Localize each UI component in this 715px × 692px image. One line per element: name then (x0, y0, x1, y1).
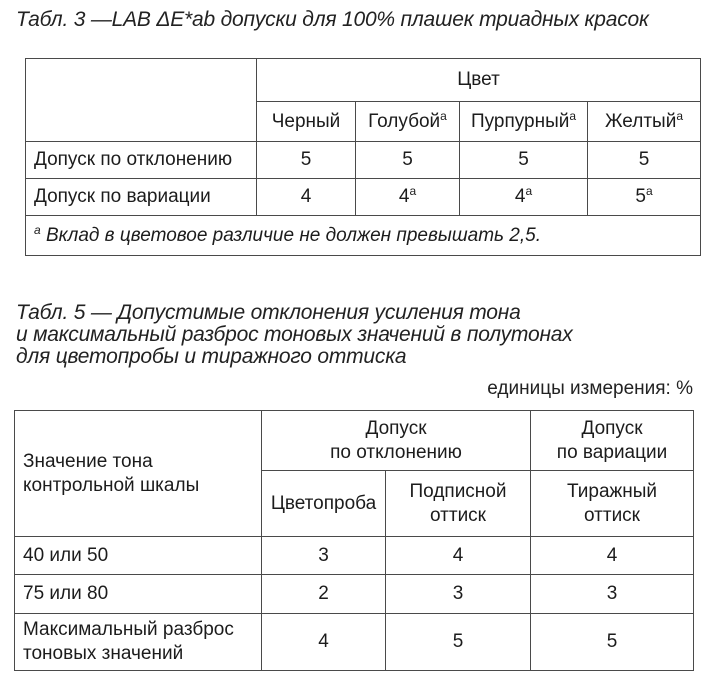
table-cell: 3 (531, 575, 694, 614)
table3-col-header (257, 102, 356, 142)
col-sup: a (569, 108, 577, 123)
table3-col-header (460, 102, 588, 142)
header-line: Подписной (409, 480, 507, 502)
table5 (14, 410, 694, 671)
col-sup: a (676, 108, 683, 123)
table5-sub-signed (386, 471, 531, 537)
table-row (26, 142, 701, 179)
table5-group-variation (531, 411, 694, 471)
units-label: единицы измерения: % (487, 378, 693, 399)
table-cell (356, 142, 460, 179)
table5-sub-proof: Цветопроба (262, 471, 386, 537)
row-label (15, 614, 262, 671)
table3 (25, 58, 701, 256)
table-row (15, 575, 694, 614)
header-line: по вариации (556, 441, 668, 463)
table-cell (588, 142, 701, 179)
table-cell: 2 (262, 575, 386, 614)
table-cell: 5 (531, 614, 694, 671)
col-label: Голубой (368, 110, 441, 132)
table-cell (460, 142, 588, 179)
row-label: Допуск по вариации (26, 179, 257, 216)
header-line: Допуск (365, 417, 427, 439)
cell-value: 4 (398, 186, 410, 207)
col-label: Черный (271, 110, 341, 132)
footnote-mark: a (34, 222, 41, 237)
row-label: 75 или 80 (15, 575, 262, 614)
header-line: Допуск (581, 417, 643, 439)
header-line: контрольной шкалы (23, 474, 200, 496)
table5-caption (16, 302, 573, 368)
cell-sup: a (409, 184, 417, 198)
table5-row-header (15, 411, 262, 537)
cell-value: 5 (518, 149, 529, 170)
table-cell: 5 (386, 614, 531, 671)
header-line: оттиск (430, 504, 486, 526)
table5-sub-print (531, 471, 694, 537)
table3-col-header (588, 102, 701, 142)
footnote-text: Вклад в цветовое различие не должен превышать 2,5. (45, 224, 541, 246)
col-label: Пурпурный (470, 110, 570, 132)
cell-value: 4 (300, 186, 312, 207)
cell-value: 5 (638, 149, 650, 170)
cell-value: 4 (514, 186, 526, 207)
table3-footnote (26, 216, 701, 256)
cell-value: 5 (402, 149, 413, 170)
header-line: оттиск (584, 504, 640, 526)
cell-sup: a (645, 184, 653, 198)
col-sup: a (440, 108, 447, 123)
table5-group-deviation (262, 411, 531, 471)
table-cell: 4 (386, 537, 531, 575)
table-cell: 3 (386, 575, 531, 614)
table-cell (257, 142, 356, 179)
header-line: Тиражный (567, 480, 658, 502)
table-cell (588, 179, 701, 216)
table-cell: 4 (531, 537, 694, 575)
table-cell (460, 179, 588, 216)
table3-caption: Табл. 3 —LAB ΔE*ab допуски для 100% плашек триадных красок (16, 8, 649, 31)
table3-group-header: Цвет (257, 59, 701, 102)
table-cell (257, 179, 356, 216)
row-label: Допуск по отклонению (26, 142, 257, 179)
cell-sup: a (525, 184, 533, 198)
table-row (26, 179, 701, 216)
table3-col-header (356, 102, 460, 142)
caption-line: для цветопробы и тиражного оттиска (16, 345, 407, 368)
header-line: по отклонению (330, 441, 462, 463)
header-line: Значение тона (23, 450, 153, 472)
label-line: Максимальный разброс (23, 619, 234, 640)
caption-line: Табл. 5 — Допустимые отклонения усиления тона (16, 301, 521, 324)
table-cell: 3 (262, 537, 386, 575)
col-label: Желтый (605, 110, 677, 132)
cell-value: 5 (300, 149, 312, 170)
table-row (15, 614, 694, 671)
label-line: тоновых значений (23, 643, 184, 664)
caption-line: и максимальный разброс тоновых значений в полутонах (16, 323, 573, 346)
row-label: 40 или 50 (15, 537, 262, 575)
table-row (15, 537, 694, 575)
table3-corner-cell (26, 59, 257, 142)
table-cell: 4 (262, 614, 386, 671)
cell-value: 5 (635, 186, 646, 207)
table-cell (356, 179, 460, 216)
